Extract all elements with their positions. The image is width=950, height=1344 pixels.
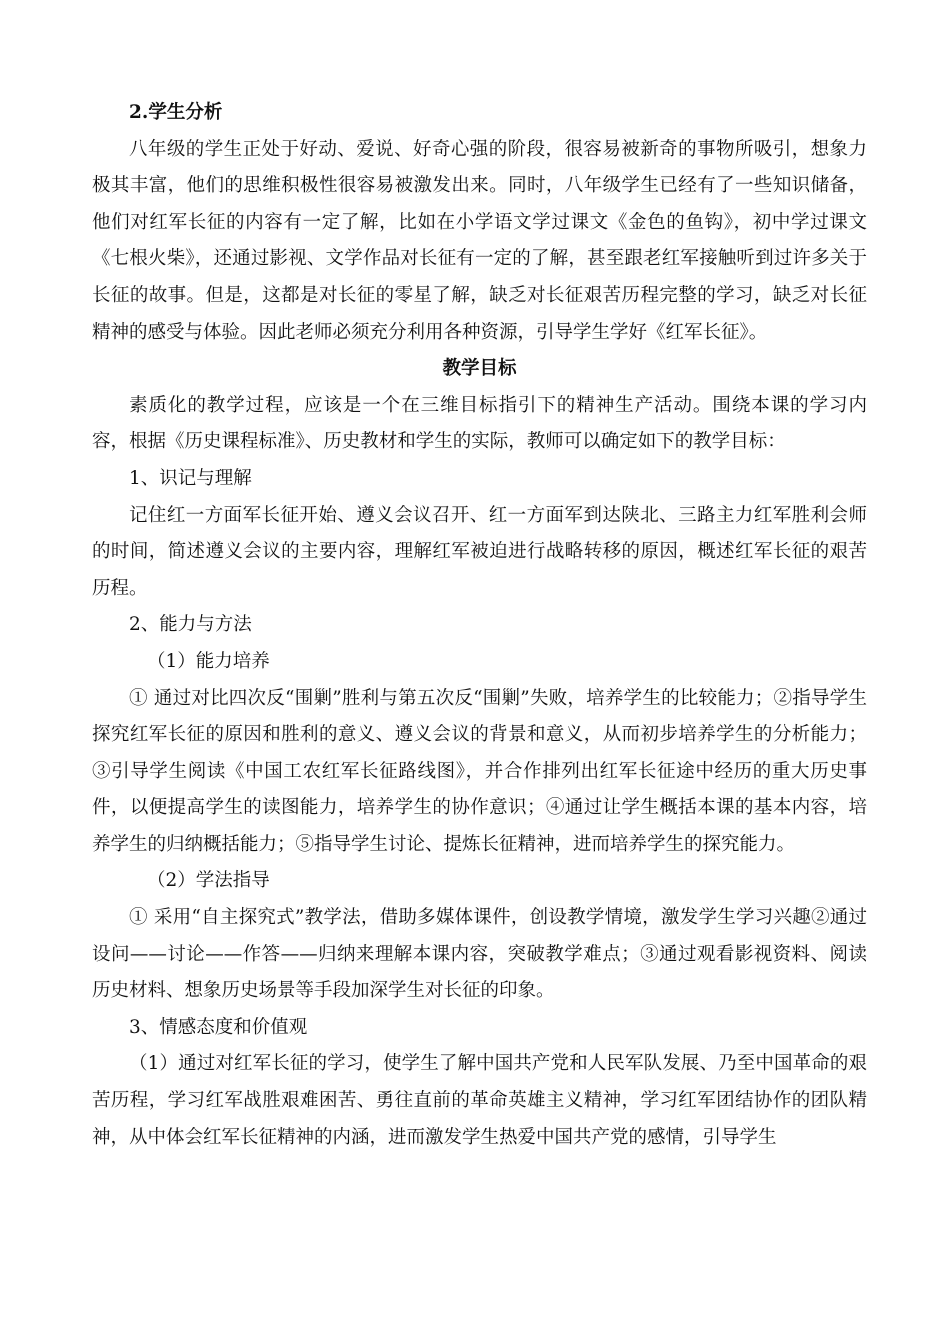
goal1-text: 记住红一方面军长征开始、遵义会议召开、红一方面军到达陕北、三路主力红军胜利会师的时间，简述遵义会议的主要内容，理解红军被迫进行战略转移的原因，概述红军长征的艰苦历程。	[92, 504, 867, 599]
goal2-sub2-title: （2）学法指导	[147, 870, 270, 892]
goal2-sub1-text: ① 通过对比四次反“围剿”胜利与第五次反“围剿”失败，培养学生的比较能力；②指导学生探究红军长征的原因和胜利的意义、遵义会议的背景和意义，从而初步培养学生的分析能力；③引导学生阅读《中国工农红军长征路线图》，并合作排列出红军长征途中经历的重大历史事件，以便提高学生的读图能力，培养学生的协作意识；④通过让学生概括本课的基本内容，培养学生的归纳概括能力；⑤指导学生讨论、提炼长征精神，进而培养学生的探究能力。	[92, 687, 867, 855]
goal2-sub2-text: ① 采用“自主探究式”教学法，借助多媒体课件，创设教学情境，激发学生学习兴趣②通过设问——讨论——作答——归纳来理解本课内容，突破教学难点；③通过观看影视资料、阅读历史材料、想象历史场景等手段加深学生对长征的印象。	[92, 907, 867, 1002]
goal3-title: 3、情感态度和价值观	[129, 1016, 308, 1038]
goal2-sub1-title: （1）能力培养	[147, 650, 270, 672]
student-analysis-heading: 2.学生分析	[129, 102, 223, 123]
document-page	[92, 95, 867, 1156]
teaching-goals-intro: 素质化的教学过程，应该是一个在三维目标指引下的精神生产活动。围绕本课的学习内容，根据《历史课程标准》、历史教材和学生的实际，教师可以确定如下的教学目标：	[92, 394, 867, 453]
goal3-sub1-text: （1）通过对红军长征的学习，使学生了解中国共产党和人民军队发展、乃至中国革命的艰苦历程，学习红军战胜艰难困苦、勇往直前的革命英雄主义精神，学习红军团结协作的团队精神，从中体会红军长征精神的内涵，进而激发学生热爱中国共产党的感情，引导学生	[92, 1053, 867, 1148]
student-analysis-paragraph: 八年级的学生正处于好动、爱说、好奇心强的阶段，很容易被新奇的事物所吸引，想象力极其丰富，他们的思维积极性很容易被激发出来。同时，八年级学生已经有了一些知识储备，他们对红军长征的内容有一定了解，比如在小学语文学过课文《金色的鱼钩》，初中学过课文《七根火柴》，还通过影视、文学作品对长征有一定的了解，甚至跟老红军接触听到过许多关于长征的故事。但是，这都是对长征的零星了解，缺乏对长征艰苦历程完整的学习，缺乏对长征精神的感受与体验。因此老师必须充分利用各种资源，引导学生学好《红军长征》。	[92, 138, 867, 343]
goal2-title: 2、能力与方法	[129, 614, 252, 636]
goal1-title: 1、识记与理解	[129, 467, 252, 489]
teaching-goals-heading: 教学目标	[442, 358, 517, 380]
